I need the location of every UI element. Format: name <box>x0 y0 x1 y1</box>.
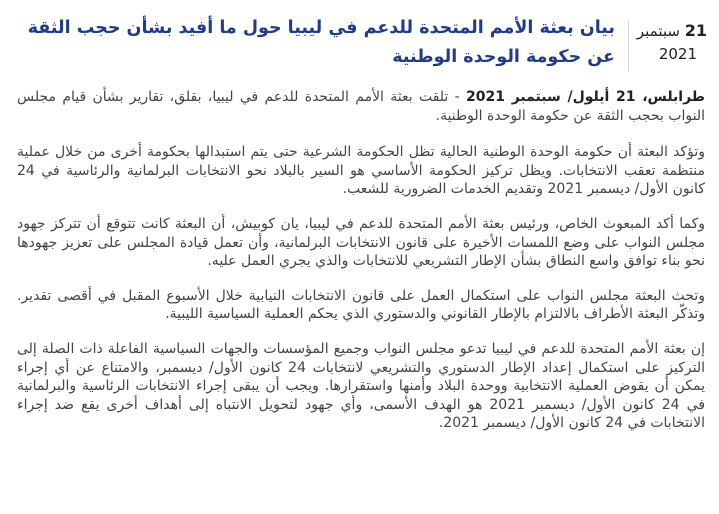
article-title: بيان بعثة الأمم المتحدة للدعم في ليبيا حول ما أفيد بشأن حجب الثقة عن حكومة الوحدة الوطنية <box>27 18 615 67</box>
date-day: 21 <box>684 21 707 40</box>
paragraph-1 <box>17 88 705 125</box>
date-day-month <box>629 20 707 42</box>
article-header <box>17 14 707 74</box>
date-month: سبتمبر <box>636 22 680 40</box>
publication-date <box>628 20 707 72</box>
paragraph-5: إن بعثة الأمم المتحدة للدعم في ليبيا تدعو مجلس النواب وجميع المؤسسات والجهات السياسية الفاعلة ذات الصلة إلى التركيز على استكمال إعداد الإطار الدستوري والتشريعي لانتخابات 24 كانون الأول/ ديسمبر، والامتناع عن أي إجراء يمكن أن يقوض العملية الانتخابية ووحدة البلاد وأمنها واستقرارها. ويجب أن يبقى إجراء الانتخابات الرئاسية والبرلمانية في 24 كانون الأول/ ديسمبر 2021 هو الهدف الأسمى، وأي جهود لتحويل الانتباه إلى أهداف أخرى يقع ضد إجراء الانتخابات في 24 كانون الأول/ ديسمبر 2021. <box>17 340 706 432</box>
dateline: طرابلس، 21 أيلول/ سبتمبر 2021 <box>466 89 705 105</box>
paragraph-2: وتؤكد البعثة أن حكومة الوحدة الوطنية الحالية تظل الحكومة الشرعية حتى يتم استبدالها بحكومة أخرى من خلال عملية منتظمة تعقب الانتخابات. ويظل تركيز الحكومة الأساسي هو السير بالبلاد نحو الانتخابات البرلمانية والرئاسية في 24 كانون الأول/ ديسمبر 2021 وتقديم الخدمات الضرورية للشعب. <box>17 144 705 198</box>
article-body <box>17 88 705 449</box>
paragraph-3: وكما أكد المبعوث الخاص، ورئيس بعثة الأمم المتحدة للدعم في ليبيا، يان كوبيش، أن البعثة كانت تتوقع أن تتركز جهود مجلس النواب على وضع اللمسات الأخيرة على قانون الانتخابات البرلمانية، وأن تعمل قيادة المجلس على تعزيز جهودها نحو بناء توافق واسع النطاق بشأن الإطار التشريعي للانتخابات والذي يجري العمل عليه. <box>17 215 705 270</box>
date-year: 2021 <box>658 45 697 63</box>
paragraph-1-text: - تلقت بعثة الأمم المتحدة للدعم في ليبيا، بقلق، تقارير بشأن قيام مجلس النواب بحجب الثقة عن حكومة الوحدة الوطنية. <box>17 89 705 124</box>
paragraph-4: وتحث البعثة مجلس النواب على استكمال العمل على قانون الانتخابات النيابية خلال الأسبوع المقبل في أقصى تقدير. وتذكّر البعثة الأطراف بالالتزام بالإطار القانوني والدستوري الذي يحكم العملية السياسية الليبية. <box>17 287 705 323</box>
